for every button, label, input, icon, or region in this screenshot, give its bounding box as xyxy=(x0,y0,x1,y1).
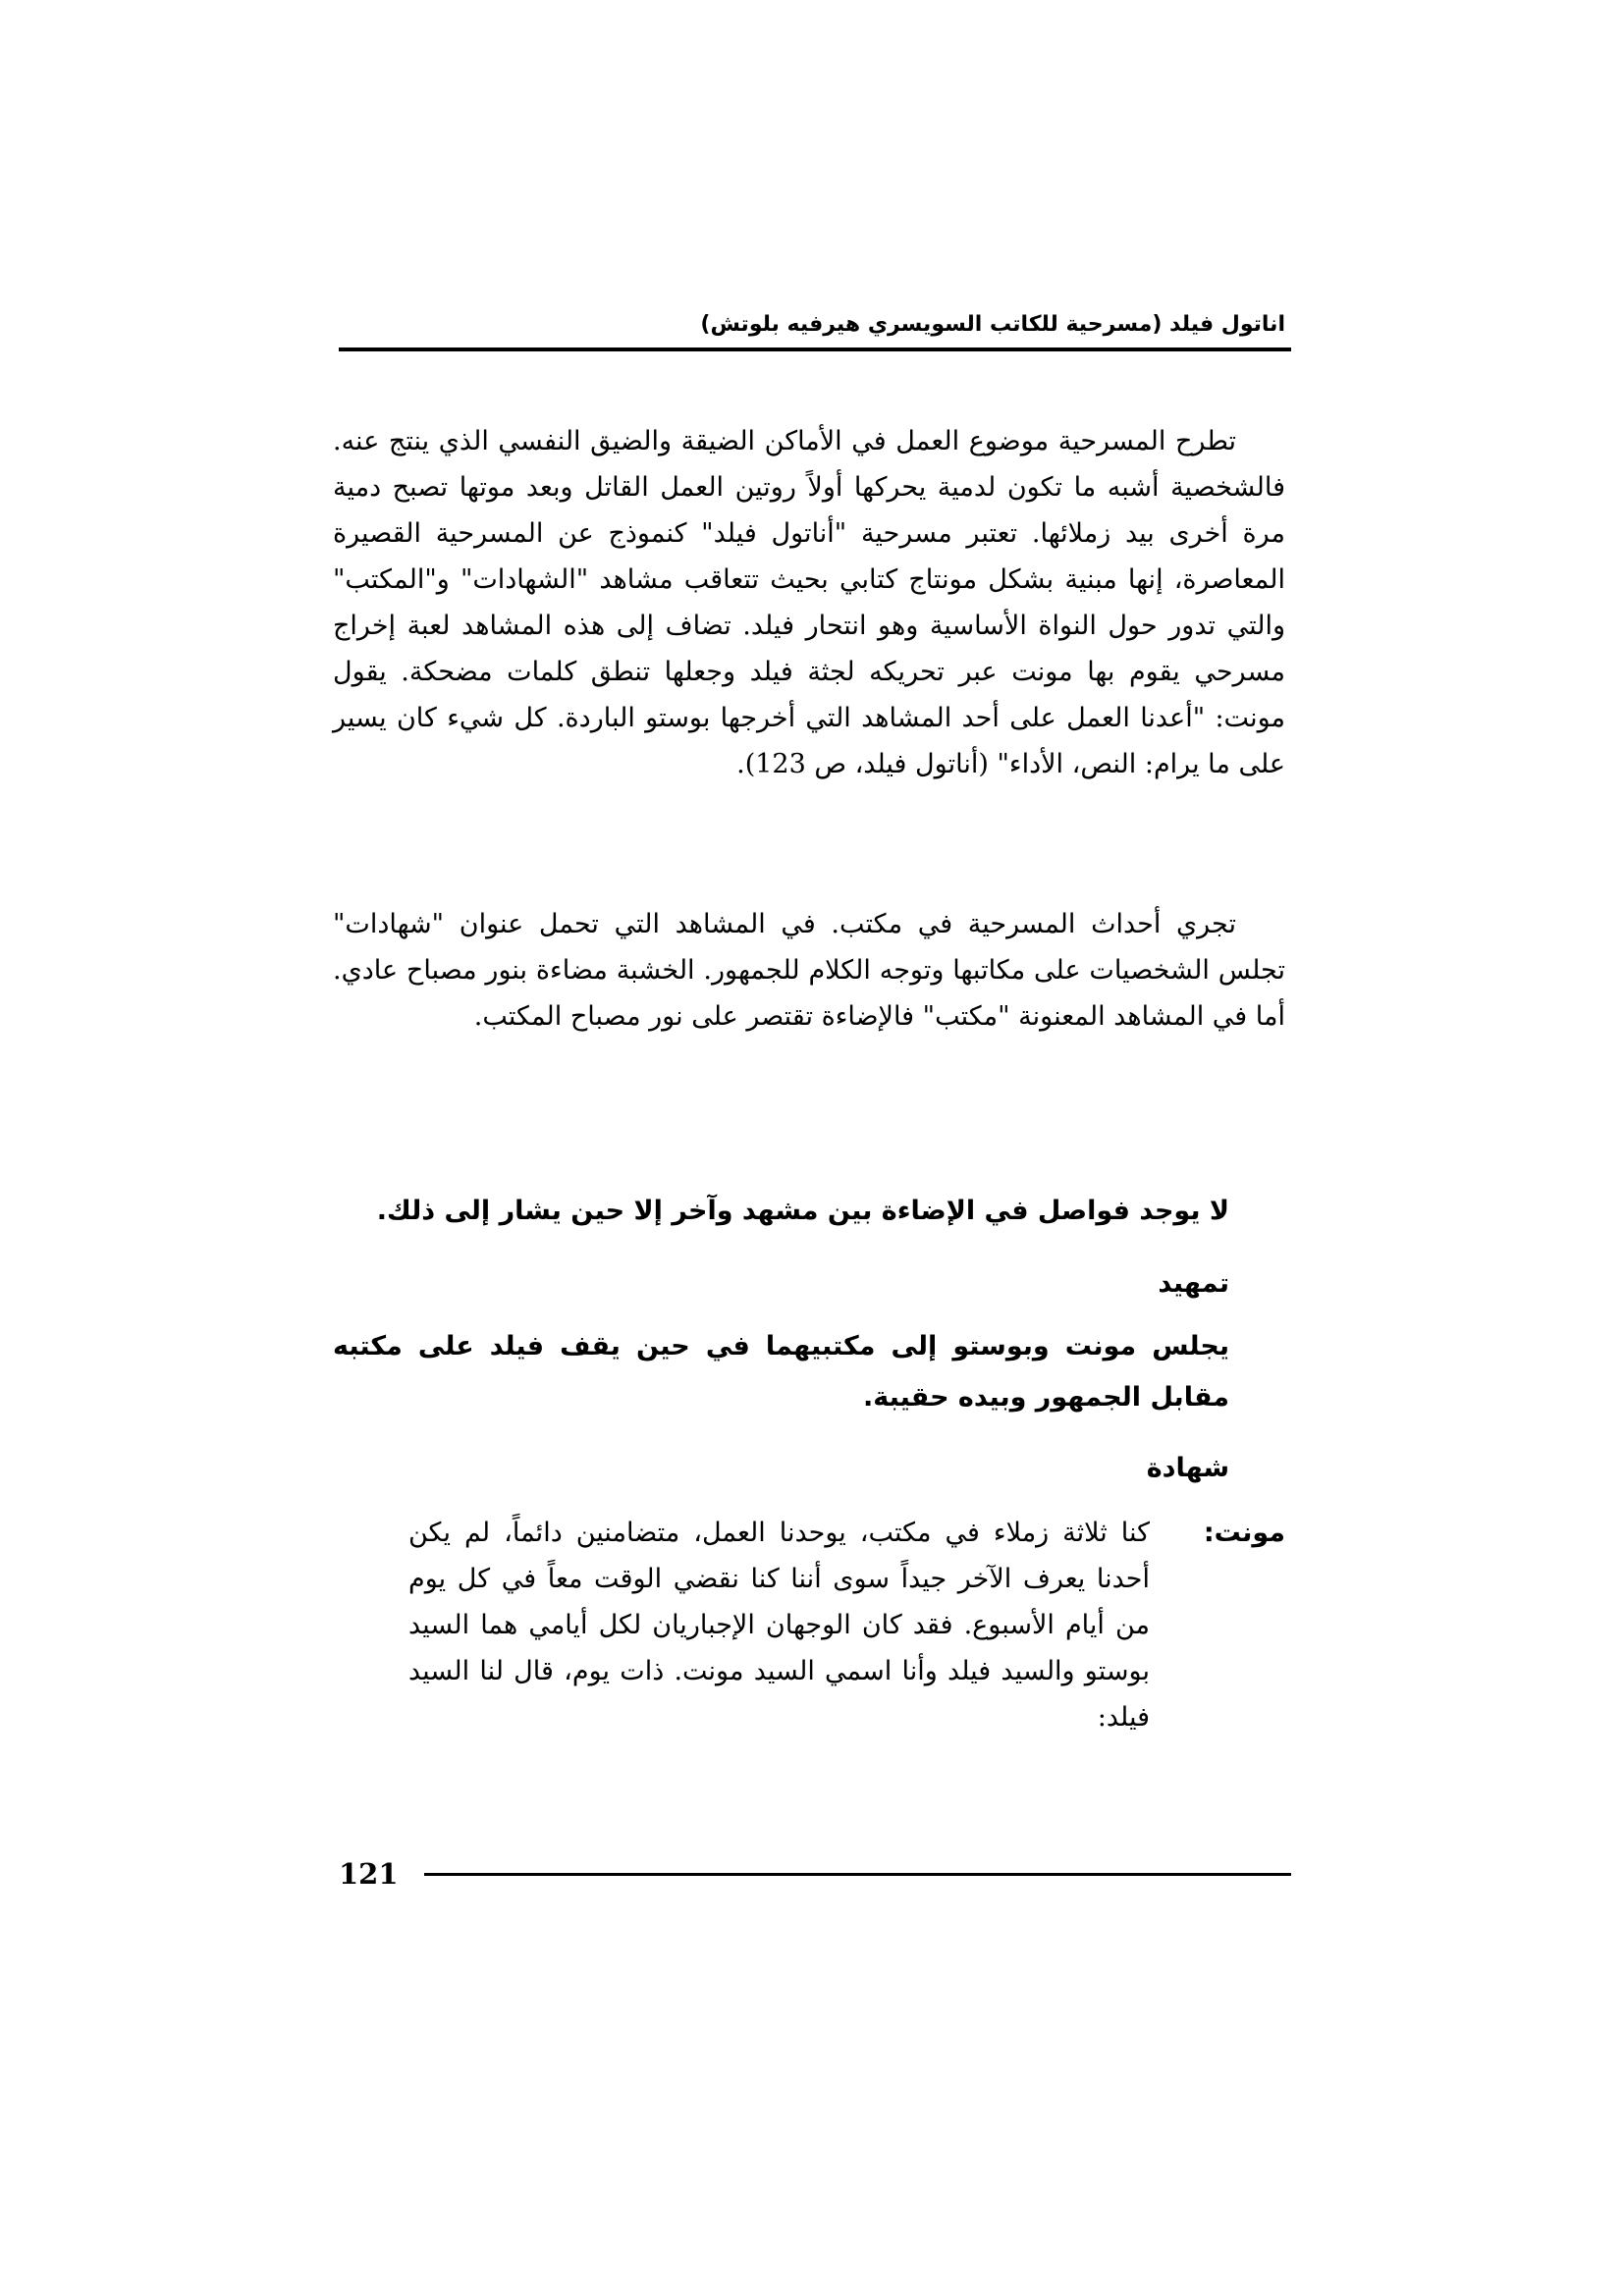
dialogue-block xyxy=(333,1510,1285,1740)
running-header: اناتول فيلد (مسرحية للكاتب السويسري هيرفيه بلوتش) xyxy=(700,312,1285,337)
speaker-name: مونت: xyxy=(1203,1518,1285,1548)
section-title-intro: تمهيد xyxy=(1158,1268,1229,1299)
page-number: 121 xyxy=(339,1857,399,1891)
paragraph-text: تجري أحداث المسرحية في مكتب. في المشاهد التي تحمل عنوان "شهادات" تجلس الشخصيات على مكاتبها وتوجه الكلام للجمهور. الخشبة مضاءة بنور مصباح عادي. أما في المشاهد المعنونة "مكتب" فالإضاءة تقتصر على نور مصباح المكتب. xyxy=(333,909,1285,1032)
header-rule xyxy=(339,347,1291,351)
speech-text: كنا ثلاثة زملاء في مكتب، يوحدنا العمل، متضامنين دائماً، لم يكن أحدنا يعرف الآخر جيداً سوى أننا كنا نقضي الوقت معاً في كل يوم من أيام الأسبوع. فقد كان الوجهان الإجباريان لكل أيامي هما السيد بوستو والسيد فيلد وأنا اسمي السيد مونت. ذات يوم، قال لنا السيد فيلد: xyxy=(408,1518,1150,1733)
section-title-testimony: شهادة xyxy=(1146,1453,1229,1483)
footer-rule xyxy=(424,1873,1291,1876)
stage-direction-staging: يجلس مونت وبوستو إلى مكتبيهما في حين يقف فيلد على مكتبه مقابل الجمهور وبيده حقيبة. xyxy=(333,1331,1229,1413)
body-paragraph-2 xyxy=(333,901,1285,1040)
stage-direction-no-breaks: لا يوجد فواصل في الإضاءة بين مشهد وآخر إلا حين يشار إلى ذلك. xyxy=(376,1196,1229,1226)
paragraph-text: تطرح المسرحية موضوع العمل في الأماكن الضيقة والضيق النفسي الذي ينتج عنه. فالشخصية أشبه ما تكون لدمية يحركها أولاً روتين العمل القاتل وبعد موتها تصبح دمية مرة أخرى بيد زملائها. تعتبر مسرحية "أناتول فيلد" كنموذج عن المسرحية القصيرة المعاصرة، إنها مبنية بشكل مونتاج كتابي بحيث تتعاقب مشاهد "الشهادات" و"المكتب" والتي تدور حول النواة الأساسية وهو انتحار فيلد. تضاف إلى هذه المشاهد لعبة إخراج مسرحي يقوم بها مونت عبر تحريكه لجثة فيلد وجعلها تنطق كلمات مضحكة. يقول مونت: "أعدنا العمل على أحد المشاهد التي أخرجها بوستو الباردة. كل شيء كان يسير على ما يرام: النص، الأداء" (أناتول فيلد، ص 123). xyxy=(333,426,1285,779)
body-paragraph-1 xyxy=(333,418,1285,787)
